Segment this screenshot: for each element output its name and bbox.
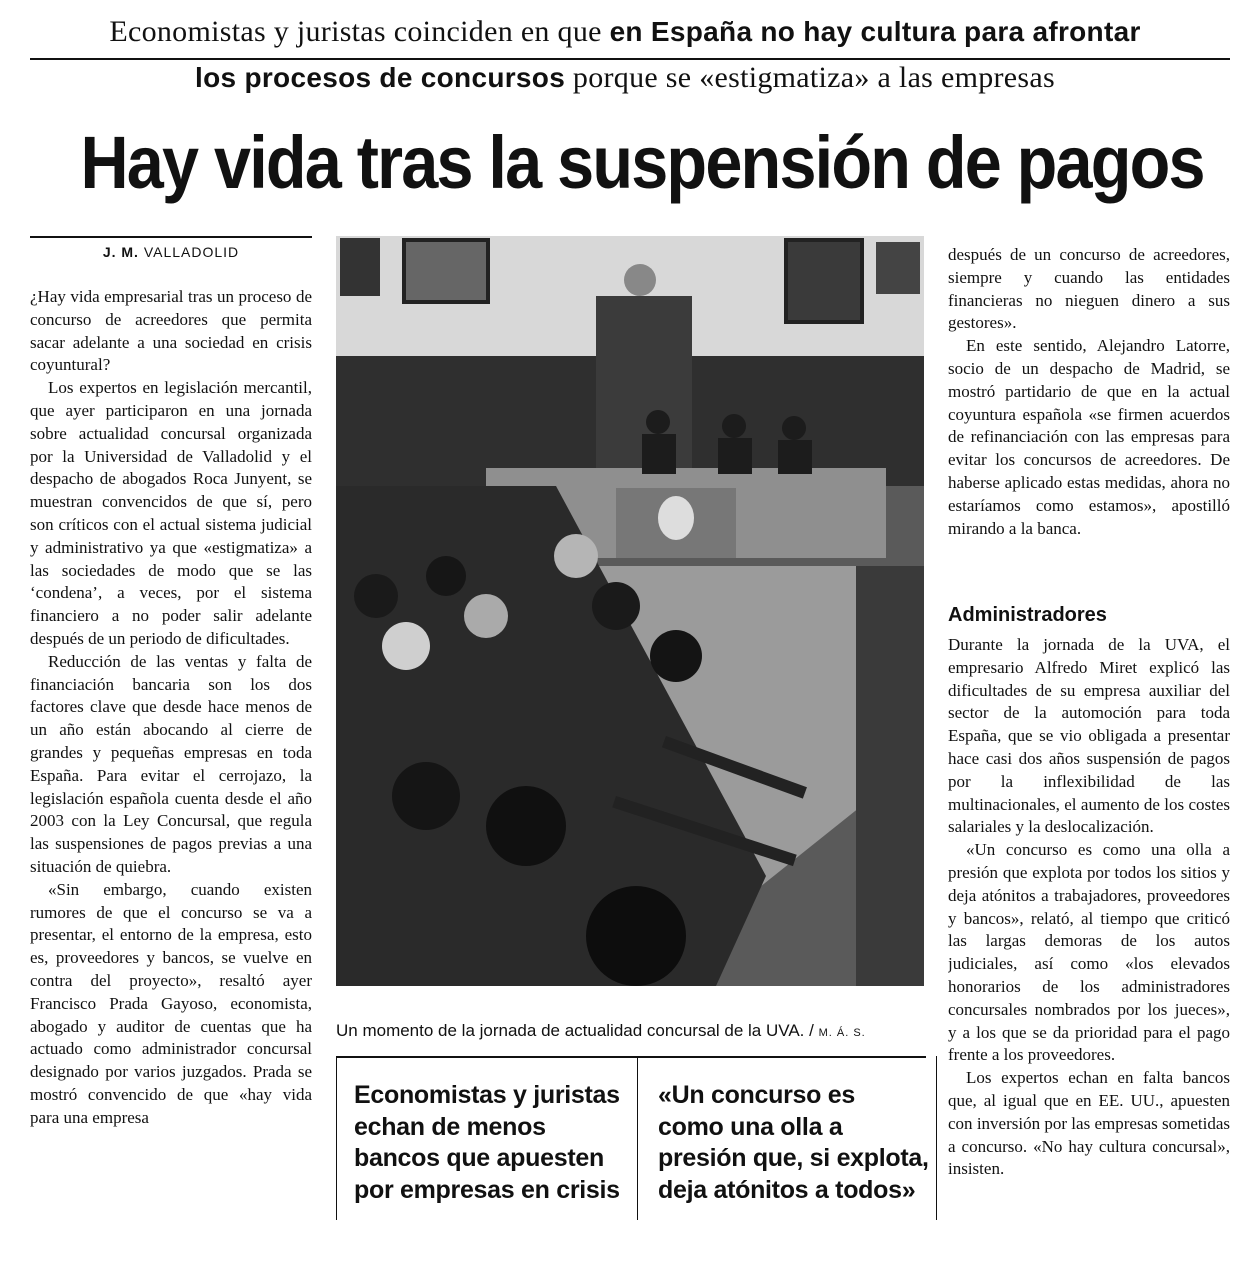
kicker-line-1-bold: en España no hay cultura para afrontar — [609, 16, 1141, 47]
pull-quote-line: por empresas en crisis — [354, 1175, 620, 1204]
pull-quote-line: bancos que apuesten — [354, 1144, 604, 1172]
conference-photo-illustration — [336, 236, 924, 986]
paragraph: después de un concurso de acreedores, siempre y cuando las entidades financieras no nieguen dinero a sus gestores». — [948, 245, 1230, 333]
pull-quote-line: «Un concurso es — [658, 1081, 855, 1109]
kicker-line-2-bold: los procesos de concursos — [195, 62, 566, 93]
paragraph: ¿Hay vida empresarial tras un proceso de concurso de acreedores que permita sacar adelante a una sociedad en crisis coyuntural? — [30, 287, 312, 375]
paragraph: Los expertos echan en falta bancos que, al igual que en EE. UU., apuesten con inversión por las empresas sometidas a concurso. «No hay cultura concursal», insisten. — [948, 1068, 1230, 1179]
paragraph: Reducción de las ventas y falta de financiación bancaria son los dos factores clave que desde hace menos de un año están abocando al cierre de grandes y pequeñas empresas en toda España. Para evitar el cerrojazo, la legislación española cuenta desde el año 2003 con la Ley Concursal, que regula las suspensiones de pagos previas a una situación de quiebra. — [30, 651, 312, 876]
headline: Hay vida tras la suspensión de pagos — [80, 121, 1204, 204]
photo-caption-text: Un momento de la jornada de actualidad concursal de la UVA. / — [336, 1021, 814, 1040]
paragraph: Durante la jornada de la UVA, el empresario Alfredo Miret explicó las dificultades de su empresa auxiliar del sector de la automoción para toda España, que se vio obligada a presentar hace casi dos años suspensión de pagos por la inflexibilidad de las multinacionales, el aumento de los costes salariales y la deslocalización. — [948, 635, 1230, 837]
photo-credit: M. Á. S. — [818, 1027, 866, 1039]
byline-author: J. M. — [102, 244, 139, 260]
paragraph: En este sentido, Alejandro Latorre, socio de un despacho de Madrid, se mostró partidario de que en la actual coyuntura española «se firmen acuerdos de refinanciación con las empresas para evitar los concursos de acreedores. De haberse aplicado estas medidas, ahora no estaríamos como estamos», apostilló mirando a la banca. — [948, 336, 1230, 538]
article-right-column-bottom — [948, 634, 1230, 1230]
kicker-line-1-regular: Economistas y juristas coinciden en que — [109, 15, 602, 48]
paragraph: Los expertos en legislación mercantil, que ayer participaron en una jornada sobre actualidad concursal organizada por la Universidad de Valladolid y el despacho de abogados Roca Junyent, se muestran convencidos de que sí, pero son críticos con el actual sistema judicial y administrativo ya que «estigmatiza» a las sociedades de modo que se las ‘condena’, a veces, por el sistema financiero a no poder salir adelante después de un periodo de dificultades. — [30, 378, 312, 648]
paragraph: «Un concurso es como una olla a presión que explota por todos los sitios y deja atónitos a trabajadores, proveedores y bancos», relató, al tiempo que criticó las largas demoras de los autos judiciales, así como «los elevados honorarios de los administradores concursales nombrados por los jueces», y a los que se da prioridad para el pago frente a los proveedores. — [948, 840, 1230, 1065]
pull-quote-line: echan de menos — [354, 1112, 546, 1141]
kicker-line-2-regular: porque se «estigmatiza» a las empresas — [572, 61, 1055, 94]
event-photo — [336, 236, 924, 986]
article-right-column-top — [948, 244, 1230, 589]
pull-quote-line: como una olla a — [658, 1112, 843, 1141]
byline-location: VALLADOLID — [143, 244, 240, 260]
pull-quote-left-border — [336, 1056, 337, 1220]
section-subhead: Administradores — [948, 604, 1107, 626]
pull-quote-line: deja atónitos a todos» — [658, 1175, 916, 1204]
pull-quote-divider — [637, 1056, 638, 1220]
pull-quote-line: Economistas y juristas — [354, 1081, 620, 1109]
right-column-border — [936, 1056, 937, 1220]
kicker-line-2 — [20, 58, 1230, 98]
pull-quote-line: presión que, si explota, — [658, 1144, 929, 1172]
article-left-column — [30, 286, 312, 1224]
kicker-line-1 — [20, 12, 1230, 52]
pull-quote-economistas — [354, 1080, 630, 1206]
byline — [30, 236, 312, 260]
paragraph: «Sin embargo, cuando existen rumores de que el concurso se va a presentar, el entorno de la empresa, esto es, proveedores y bancos, se vuelve en contra del proyecto», resaltó ayer Francisco Prada Gayoso, economista, abogado y auditor de cuentas que ha actuado como administrador concursal designado por varios juzgados. Prada se mostró convencido de que «hay vida para una empresa — [30, 879, 312, 1127]
pull-quote-olla — [658, 1080, 930, 1206]
photo-caption — [336, 1020, 926, 1044]
